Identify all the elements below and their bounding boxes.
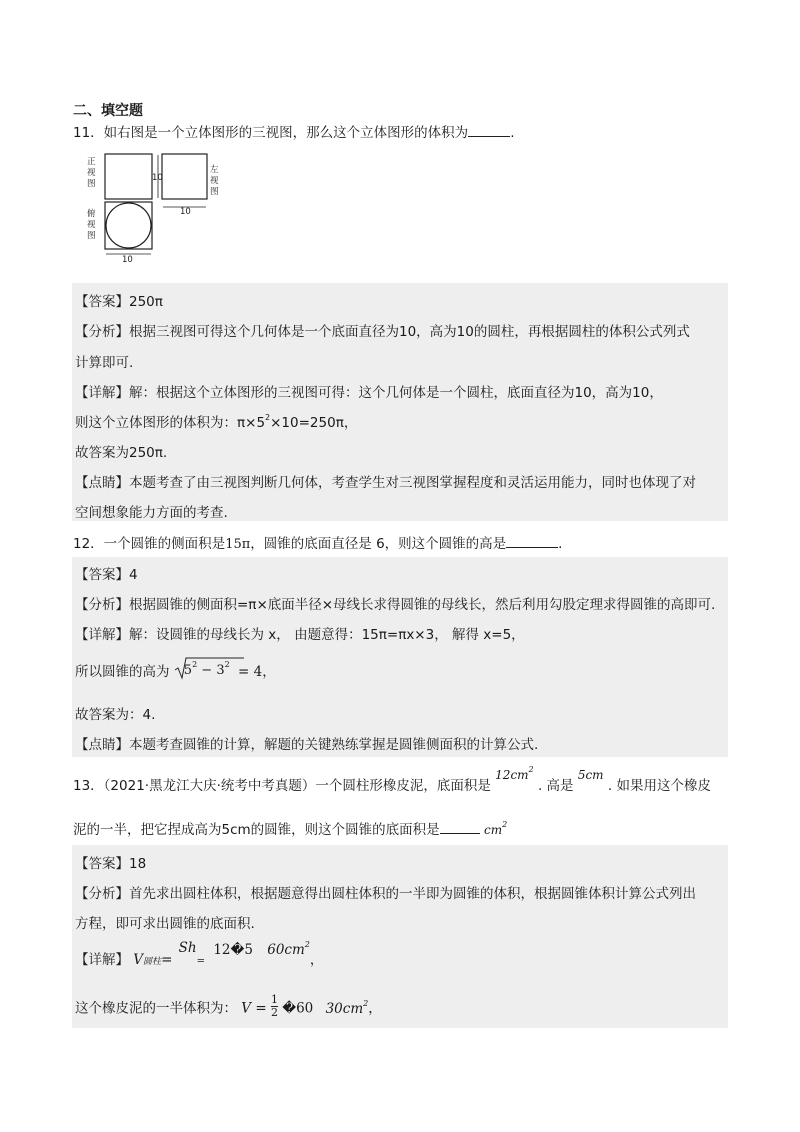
- section-title: 二、填空题: [73, 103, 143, 119]
- solution-12-block: [72, 557, 728, 757]
- question-13: 13．（2021·黑龙江大庆·统考中考真题）一个圆柱形橡皮泥，底面积是 $12cm^2$ . 高是 5cm . 如果用这个橡皮: [73, 765, 711, 794]
- diameter-dimension-label: 10: [122, 255, 133, 265]
- detail-13: 【详解】 V圆柱= Sh= 12�5 $60cm^2$，: [75, 940, 324, 968]
- top-view-label-3: 图: [87, 231, 96, 241]
- question-13-cont: 泥的一半，把它捏成高为5cm的圆锥，则这个圆锥的底面积是 $cm^2$: [73, 820, 508, 838]
- comment-11-cont: 空间想象能力方面的考查.: [72, 501, 728, 521]
- detail-12-height: 所以圆锥的高为 $5^2 - 3^2 = 4$，: [75, 660, 276, 680]
- front-view-label-1: 正: [87, 157, 96, 167]
- side-view-label-2: 视: [210, 176, 219, 186]
- side-view-label-1: 左: [210, 165, 219, 175]
- front-view-square: [105, 154, 152, 199]
- top-view-label-1: 俯: [87, 209, 96, 219]
- detail-12-conclusion: 故答案为：4.: [75, 707, 156, 723]
- answer-blank: [468, 124, 510, 137]
- top-view-circle: [106, 203, 151, 248]
- side-view-label-3: 图: [210, 187, 219, 197]
- front-view-label-2: 视: [87, 168, 96, 178]
- comment-11: 【点睛】本题考查了由三视图判断几何体，考查学生对三视图掌握程度和灵活运用能力，同时也体现了对: [75, 475, 696, 491]
- analysis-11-cont: 计算即可.: [75, 355, 134, 371]
- side-width-dimension-label: 10: [180, 207, 191, 217]
- answer-12: 【答案】4: [75, 567, 138, 583]
- lateral-area-expression: 15π: [225, 537, 251, 552]
- unit-expression: $cm^2$: [483, 820, 508, 837]
- comment-12: 【点睛】本题考查圆锥的计算，解题的关键熟练掌握是圆锥侧面积的计算公式.: [75, 737, 539, 753]
- detail-13-half: 这个橡皮泥的一半体积为： V = $\frac{1}{2}$ �60 $30cm^2$，: [75, 993, 382, 1019]
- question-11: 11．如右图是一个立体图形的三视图，那么这个立体图形的体积为 .: [73, 125, 515, 141]
- fraction-one-half: $\frac{1}{2}$: [270, 993, 278, 1019]
- question-11-text: 11．如右图是一个立体图形的三视图，那么这个立体图形的体积为: [73, 125, 469, 141]
- analysis-13-cont: 方程，即可求出圆锥的底面积.: [75, 916, 255, 932]
- answer-13: 【答案】18: [75, 856, 147, 872]
- answer-blank: [440, 821, 480, 834]
- analysis-13: 【分析】首先求出圆柱体积，根据题意得出圆柱体积的一半即为圆锥的体积，根据圆锥体积计算公式列出: [75, 886, 696, 902]
- analysis-12: 【分析】根据圆锥的侧面积=π×底面半径×母线长求得圆锥的母线长，然后利用勾股定理求得圆锥的高即可.: [75, 597, 716, 613]
- detail-11-conclusion: 故答案为250π.: [75, 445, 168, 461]
- answer-blank: [506, 535, 558, 548]
- detail-12: 【详解】解：设圆锥的母线长为 x， 由题意得：15π=πx×3， 解得 x=5，: [75, 627, 525, 643]
- top-view-label-2: 视: [87, 220, 96, 230]
- detail-11-volume: 则这个立体图形的体积为：$\pi\times 5^2\times 10=250\pi$，: [75, 413, 358, 431]
- side-view-square: [162, 154, 207, 199]
- answer-11: 【答案】250π: [75, 294, 163, 310]
- detail-11: 【详解】解：根据这个立体图形的三视图可得：这个几何体是一个圆柱，底面直径为10，高为10，: [75, 385, 663, 401]
- sqrt-expression: $5^2 - 3^2$: [174, 662, 230, 680]
- analysis-11: 【分析】根据三视图可得这个几何体是一个底面直径为10，高为10的圆柱，再根据圆柱的体积公式列式: [75, 324, 690, 340]
- base-area-expression: $12cm^2$: [495, 765, 534, 782]
- three-views-figure: [82, 150, 232, 266]
- height-dimension-label: 10: [152, 173, 163, 183]
- front-view-label-3: 图: [87, 179, 96, 189]
- height-expression: 5cm: [577, 768, 604, 782]
- top-view-square: [105, 202, 152, 249]
- question-12: 12．一个圆锥的侧面积是15π，圆锥的底面直径是 6，则这个圆锥的高是 .: [73, 536, 563, 552]
